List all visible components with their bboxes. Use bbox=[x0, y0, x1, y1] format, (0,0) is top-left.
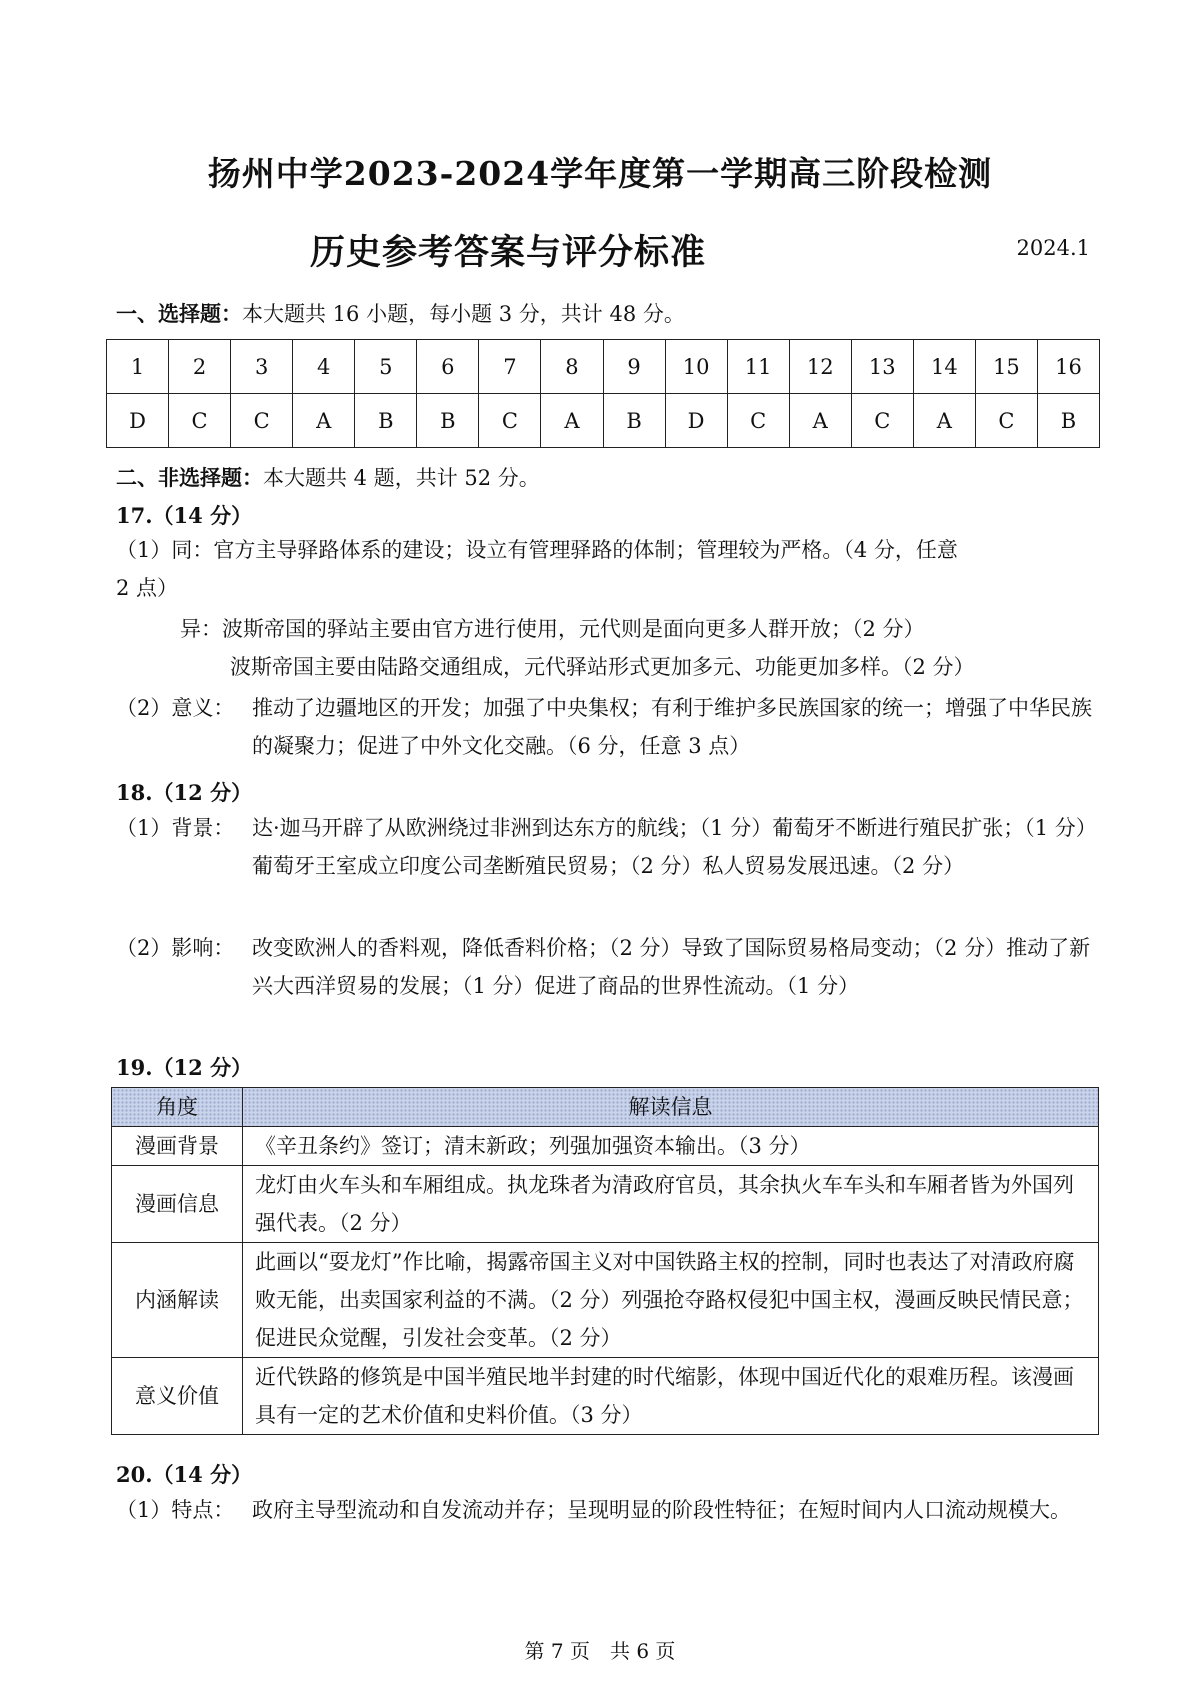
row-value: 此画以“耍龙灯”作比喻，揭露帝国主义对中国铁路主权的控制，同时也表达了对清政府腐败无能，出卖国家利益的不满。（2 分）列强抢夺路权侵犯中国主权，漫画反映民情民意；促进民众觉醒，引发社会变革。（2 分） bbox=[243, 1243, 1099, 1358]
q18-part2-text: 改变欧洲人的香料观，降低香料价格；（2 分）导致了国际贸易格局变动；（2 分）推动了新兴大西洋贸易的发展；（1 分）促进了商品的世界性流动。（1 分） bbox=[252, 936, 1091, 998]
table-row bbox=[112, 1166, 1099, 1243]
multiple-choice-answer-table bbox=[106, 339, 1100, 448]
q17-heading: 17.（14 分） bbox=[116, 503, 253, 528]
question-number: 11 bbox=[727, 340, 789, 394]
question-number: 9 bbox=[603, 340, 665, 394]
q20-part1-text: 政府主导型流动和自发流动并存；呈现明显的阶段性特征；在短时间内人口流动规模大。 bbox=[252, 1498, 1071, 1522]
column-header-angle: 角度 bbox=[112, 1088, 243, 1127]
row-key: 内涵解读 bbox=[112, 1243, 243, 1358]
question-number: 6 bbox=[417, 340, 479, 394]
page-title: 扬州中学2023-2024学年度第一学期高三阶段检测 bbox=[207, 154, 993, 193]
answer-cell: A bbox=[293, 394, 355, 448]
answer-cell: D bbox=[665, 394, 727, 448]
question-number: 12 bbox=[789, 340, 851, 394]
section-1-description: 本大题共 16 小题，每小题 3 分，共计 48 分。 bbox=[242, 302, 685, 326]
page-subtitle: 历史参考答案与评分标准 bbox=[310, 232, 707, 273]
document-date: 2024.1 bbox=[1016, 236, 1090, 260]
answer-cell: A bbox=[789, 394, 851, 448]
page-footer: 第 7 页 共 6 页 bbox=[524, 1639, 676, 1663]
q17-part1-difference1: 异：波斯帝国的驿站主要由官方进行使用，元代则是面向更多人群开放；（2 分） bbox=[180, 617, 925, 641]
question-number: 16 bbox=[1037, 340, 1099, 394]
q18-part1-label: （1）背景： bbox=[116, 816, 235, 840]
section-2-label: 二、非选择题： bbox=[116, 465, 263, 490]
answer-cell: C bbox=[169, 394, 231, 448]
table-header-row bbox=[112, 1088, 1099, 1127]
table-row bbox=[112, 1127, 1099, 1166]
answer-cell: B bbox=[1037, 394, 1099, 448]
q20-heading: 20.（14 分） bbox=[116, 1462, 253, 1487]
table-row bbox=[112, 1358, 1099, 1435]
question-number: 3 bbox=[231, 340, 293, 394]
question-number: 10 bbox=[665, 340, 727, 394]
q18-heading: 18.（12 分） bbox=[116, 780, 253, 805]
section-2-description: 本大题共 4 题，共计 52 分。 bbox=[263, 466, 540, 490]
q19-heading: 19.（12 分） bbox=[116, 1055, 253, 1080]
answer-cell: A bbox=[541, 394, 603, 448]
question-number: 4 bbox=[293, 340, 355, 394]
row-key: 意义价值 bbox=[112, 1358, 243, 1435]
q17-part2-text: 推动了边疆地区的开发；加强了中央集权；有利于维护多民族国家的统一；增强了中华民族的凝聚力；促进了中外文化交融。（6 分，任意 3 点） bbox=[252, 696, 1092, 758]
question-number: 2 bbox=[169, 340, 231, 394]
answer-cell: C bbox=[727, 394, 789, 448]
question-number: 15 bbox=[975, 340, 1037, 394]
question-number: 8 bbox=[541, 340, 603, 394]
answer-cell: C bbox=[479, 394, 541, 448]
q17-part1-line2: 2 点） bbox=[116, 576, 179, 600]
q20-part1-label: （1）特点： bbox=[116, 1498, 235, 1522]
answer-cell: B bbox=[355, 394, 417, 448]
row-value: 龙灯由火车头和车厢组成。执龙珠者为清政府官员，其余执火车车头和车厢者皆为外国列强代表。（2 分） bbox=[243, 1166, 1099, 1243]
q17-part1-line1: （1）同：官方主导驿路体系的建设；设立有管理驿路的体制；管理较为严格。（4 分，任意 bbox=[116, 538, 958, 562]
question-number: 7 bbox=[479, 340, 541, 394]
column-header-info: 解读信息 bbox=[243, 1088, 1099, 1127]
answer-cell: D bbox=[107, 394, 169, 448]
q17-part1-difference2: 波斯帝国主要由陆路交通组成，元代驿站形式更加多元、功能更加多样。（2 分） bbox=[230, 655, 975, 679]
question-number: 13 bbox=[851, 340, 913, 394]
question-number: 1 bbox=[107, 340, 169, 394]
answer-cell: B bbox=[603, 394, 665, 448]
table-row bbox=[112, 1243, 1099, 1358]
section-1-label: 一、选择题： bbox=[116, 301, 242, 326]
answer-cell: C bbox=[231, 394, 293, 448]
answer-cell: C bbox=[975, 394, 1037, 448]
q17-part2-label: （2）意义： bbox=[116, 696, 235, 720]
row-value: 近代铁路的修筑是中国半殖民地半封建的时代缩影，体现中国近代化的艰难历程。该漫画具有一定的艺术价值和史料价值。（3 分） bbox=[243, 1358, 1099, 1435]
answer-cell: C bbox=[851, 394, 913, 448]
row-key: 漫画背景 bbox=[112, 1127, 243, 1166]
answer-cell: A bbox=[913, 394, 975, 448]
question-number: 14 bbox=[913, 340, 975, 394]
q19-interpretation-table bbox=[111, 1087, 1099, 1435]
section-2-heading bbox=[116, 462, 540, 492]
row-key: 漫画信息 bbox=[112, 1166, 243, 1243]
q18-part1-text: 达·迦马开辟了从欧洲绕过非洲到达东方的航线；（1 分）葡萄牙不断进行殖民扩张；（1 分）葡萄牙王室成立印度公司垄断殖民贸易；（2 分）私人贸易发展迅速。（2 分） bbox=[252, 816, 1087, 878]
question-number-row bbox=[107, 340, 1100, 394]
q18-part2-label: （2）影响： bbox=[116, 936, 235, 960]
answer-cell: B bbox=[417, 394, 479, 448]
row-value: 《辛丑条约》签订；清末新政；列强加强资本输出。（3 分） bbox=[243, 1127, 1099, 1166]
answer-row bbox=[107, 394, 1100, 448]
question-number: 5 bbox=[355, 340, 417, 394]
section-1-heading bbox=[116, 298, 685, 328]
